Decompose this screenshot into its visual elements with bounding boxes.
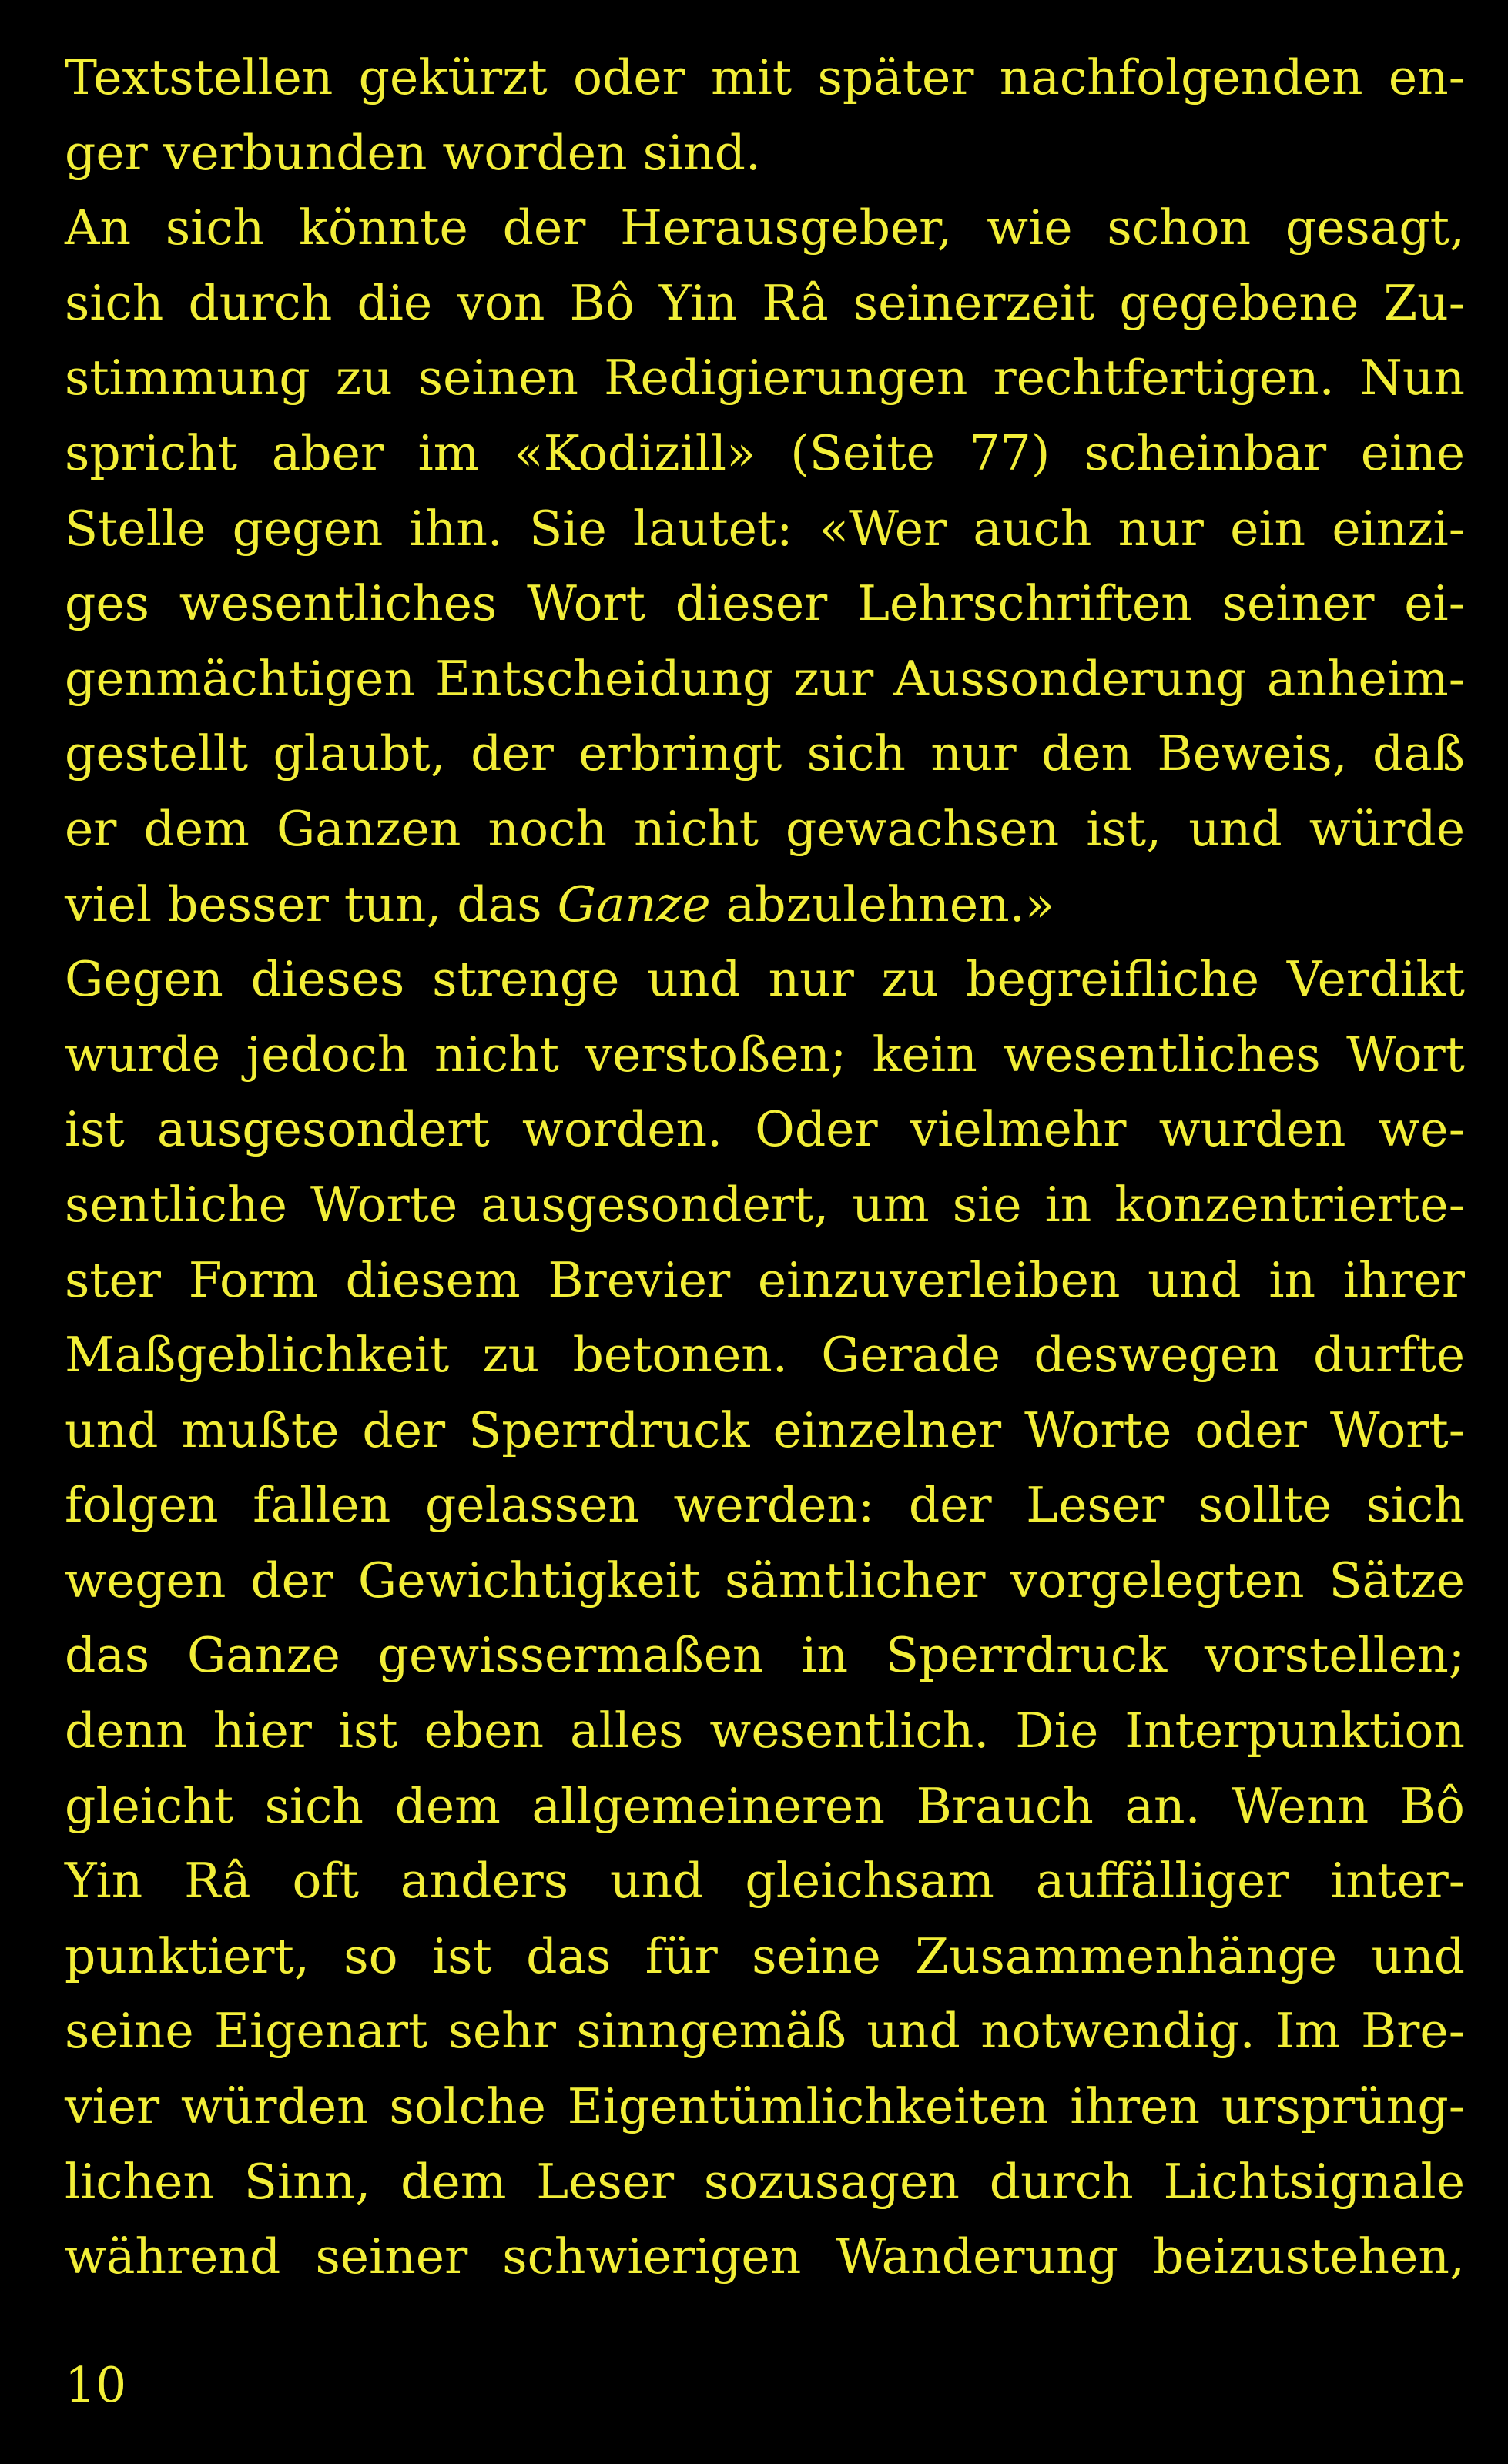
text-line-quote-end [65,867,1465,942]
text-line: genmächtigen Entscheidung zur Aussonderung anheim- [65,650,1465,707]
text-line: ster Form diesem Brevier einzuverleiben und in ihrer [65,1251,1465,1308]
text-line: spricht aber im «Kodizill» (Seite 77) scheinbar eine [65,424,1465,481]
text-line: gleicht sich dem allgemeineren Brauch an. Wenn Bô [65,1777,1465,1834]
text-line: und mußte der Sperrdruck einzelner Worte oder Wort- [65,1401,1465,1458]
text-line: Textstellen gekürzt oder mit später nachfolgenden en- [65,49,1465,105]
body-text [65,40,1465,2295]
page-number: 10 [65,2357,127,2413]
text-line: das Ganze gewissermaßen in Sperrdruck vorstellen; [65,1627,1465,1684]
text-line: stimmung zu seinen Redigierungen rechtfertigen. Nun [65,350,1465,407]
text-line: punktiert, so ist das für seine Zusammenhänge und [65,1927,1465,1984]
text-line: sich durch die von Bô Yin Râ seinerzeit gegebene Zu- [65,274,1465,331]
text-line: ger verbunden worden sind. [65,124,762,181]
text-line-end: abzulehnen.» [726,875,1055,932]
text-line: lichen Sinn, dem Leser sozusagen durch Lichtsignale [65,2153,1465,2210]
text-line: ges wesentliches Wort dieser Lehrschriften seiner ei- [65,575,1465,632]
text-line: vier würden solche Eigentümlichkeiten ihren ursprüng- [65,2078,1465,2135]
text-line: wegen der Gewichtigkeit sämtlicher vorgelegten Sätze [65,1552,1465,1609]
text-line: Stelle gegen ihn. Sie lautet: «Wer auch nur ein einzi- [65,500,1465,557]
text-line: denn hier ist eben alles wesentlich. Die Interpunktion [65,1702,1465,1759]
text-line: während seiner schwierigen Wanderung beizustehen, [65,2228,1465,2285]
text-line: Gegen dieses strenge und nur zu begreifliche Verdikt [65,951,1465,1008]
text-line: folgen fallen gelassen werden: der Leser sollte sich [65,1477,1465,1534]
text-line: gestellt glaubt, der erbringt sich nur den Beweis, daß [65,725,1465,782]
emphasized-word: Ganze [557,875,711,932]
text-line: Yin Râ oft anders und gleichsam auffälliger inter- [65,1853,1465,1910]
text-line: seine Eigenart sehr sinngemäß und notwendig. Im Bre- [65,2003,1465,2060]
text-line: Maßgeblichkeit zu betonen. Gerade deswegen durfte [65,1327,1465,1384]
text-line: sentliche Worte ausgesondert, um sie in konzentrierte- [65,1176,1465,1233]
text-line-start: viel besser tun, das [65,875,542,932]
text-line: wurde jedoch nicht verstoßen; kein wesentliches Wort [65,1026,1465,1083]
text-line: er dem Ganzen noch nicht gewachsen ist, und würde [65,800,1465,857]
text-line: ist ausgesondert worden. Oder vielmehr wurden we- [65,1101,1465,1158]
text-line: An sich könnte der Herausgeber, wie schon gesagt, [65,199,1465,256]
